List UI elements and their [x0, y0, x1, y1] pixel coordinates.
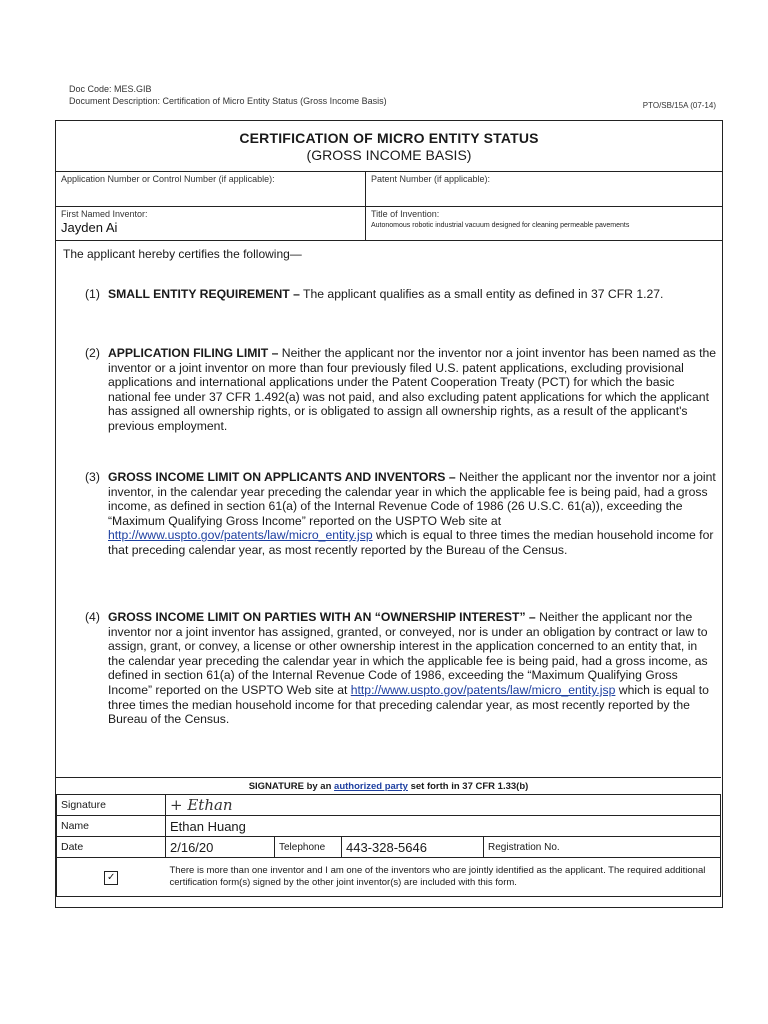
application-number-label: Application Number or Control Number (if applicable): [61, 174, 275, 184]
patent-number-label: Patent Number (if applicable): [371, 174, 491, 184]
handwritten-signature: + Ethan [170, 796, 233, 814]
invention-title-value[interactable]: Autonomous robotic industrial vacuum designed for cleaning permeable pavements [371, 222, 630, 229]
signature-table [56, 794, 721, 897]
item-number: (1) [85, 287, 100, 301]
inventor-field[interactable] [56, 207, 366, 240]
telephone-field[interactable]: 443-328-5646 [342, 837, 484, 858]
authorized-party-link[interactable]: authorized party [334, 781, 408, 792]
signature-heading-by: by an [303, 781, 335, 792]
certification-intro: The applicant hereby certifies the following— [63, 247, 302, 261]
form-number: PTO/SB/15A (07-14) [642, 101, 716, 110]
document-header [69, 83, 387, 107]
certification-form [55, 120, 723, 908]
item-text-continued: which is equal to three times the median household income for that preceding calendar year, as most recently reported by the Bureau of the Census. [108, 528, 714, 557]
signature-heading-bold: SIGNATURE [248, 781, 304, 792]
invention-title-field[interactable] [366, 207, 722, 240]
checkbox-cell [57, 858, 166, 897]
item-gross-income-ownership [85, 610, 717, 727]
item-text: The applicant qualifies as a small entity as defined in 37 CFR 1.27. [299, 287, 664, 301]
signature-label: Signature [57, 795, 166, 816]
telephone-label: Telephone [275, 837, 342, 858]
item-heading: APPLICATION FILING LIMIT – [108, 346, 279, 360]
item-text: Neither the applicant nor the inventor nor a joint inventor has been named as the inventor or a joint inventor on more than four previously filed U.S. patent applications, excluding provisional applications and international applications under the Patent Cooperation Treaty (PCT) for which the basic national fee under 37 CFR 1.492(a) was not paid, and also excluding patent applications for which the applicant has assigned all ownership rights, or is obligated to assign all ownership rights, as a result of the applicant's previous employment. [108, 346, 717, 433]
name-label: Name [57, 816, 166, 837]
uspto-link[interactable]: http://www.uspto.gov/patents/law/micro_entity.jsp [350, 682, 616, 697]
registration-field[interactable] [484, 837, 721, 858]
signature-section [56, 777, 721, 897]
name-row [57, 816, 721, 837]
registration-label: Registration No. [488, 841, 560, 853]
form-subtitle: (GROSS INCOME BASIS) [306, 147, 472, 163]
item-text: Neither the applicant nor the inventor nor a joint inventor, in the calendar year preceding the calendar year in which the applicable fee is being paid, had a gross income, as defined in section 61(a) of the Internal Revenue Code of 1986 (26 U.S.C. 61(a)), exceeding the “Maximum Qualifying Gross Income” reported on the USPTO Web site at [108, 470, 716, 528]
inventor-value[interactable]: Jayden Ai [61, 220, 118, 235]
doc-description: Document Description: Certification of Micro Entity Status (Gross Income Basis) [69, 96, 387, 106]
date-row [57, 837, 721, 858]
uspto-link[interactable]: http://www.uspto.gov/patents/law/micro_entity.jsp [108, 528, 373, 543]
item-filing-limit [85, 346, 717, 434]
item-small-entity [85, 287, 717, 302]
form-title: CERTIFICATION OF MICRO ENTITY STATUS [239, 130, 539, 146]
signature-heading-cfr: set forth in 37 CFR 1.33(b) [407, 781, 529, 792]
date-field[interactable]: 2/16/20 [166, 837, 275, 858]
joint-inventor-checkbox[interactable]: ✓ [104, 871, 118, 885]
item-number: (2) [85, 346, 100, 360]
item-number: (4) [85, 610, 100, 624]
signature-row [57, 795, 721, 816]
item-text: Neither the applicant nor the inventor nor a joint inventor has assigned, granted, or conveyed, nor is under an obligation by contract or law to assign, grant, or convey, a license or other ownership interest in the application concerned to an entity that, in the calendar year preceding the calendar year in which the applicable fee is being paid, had a gross income, as defined in section 61(a) of the Internal Revenue Code of 1986, exceeding the “Maximum Qualifying Gross Income” reported on the USPTO Web site at [108, 610, 708, 697]
application-number-field[interactable] [56, 172, 366, 206]
joint-inventor-row [57, 858, 721, 897]
number-row [56, 172, 722, 207]
joint-inventor-statement: There is more than one inventor and I am one of the inventors who are jointly identified as the applicant. The required additional certification form(s) signed by the other joint inventor(s) are included with this form. [166, 858, 721, 897]
item-gross-income-applicants [85, 470, 717, 558]
signature-field[interactable] [166, 795, 721, 816]
doc-code: Doc Code: MES.GIB [69, 84, 152, 94]
item-number: (3) [85, 470, 100, 484]
item-text-continued: which is equal to three times the median household income for that preceding calendar year, as most recently reported by the Bureau of the Census. [108, 682, 709, 727]
date-label: Date [57, 837, 166, 858]
name-field[interactable]: Ethan Huang [166, 816, 721, 837]
inventor-row [56, 207, 722, 241]
item-heading: GROSS INCOME LIMIT ON APPLICANTS AND INVENTORS – [108, 470, 456, 484]
patent-number-field[interactable] [366, 172, 722, 206]
form-title-block [56, 121, 722, 172]
signature-heading [56, 777, 721, 794]
invention-title-label: Title of Invention: [371, 209, 440, 219]
inventor-label: First Named Inventor: [61, 209, 148, 219]
item-heading: SMALL ENTITY REQUIREMENT – [108, 287, 300, 301]
item-heading: GROSS INCOME LIMIT ON PARTIES WITH AN “OWNERSHIP INTEREST” – [108, 610, 536, 624]
